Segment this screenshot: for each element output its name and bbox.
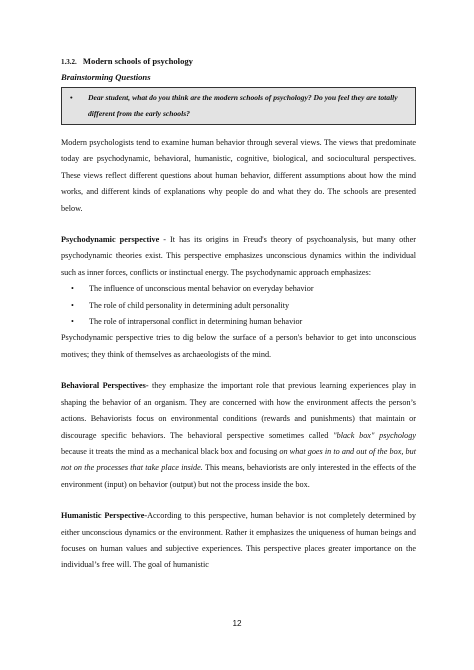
list-item: • The influence of unconscious mental behavior on everyday behavior bbox=[61, 281, 416, 297]
section-heading bbox=[61, 56, 416, 66]
behavioral-lead: Behavioral Perspectives- bbox=[61, 381, 149, 391]
behavioral-text-3: This means, behaviorists are only interested in the effects of the environment (input) on behavior (output) but not the process inside the box. bbox=[61, 463, 416, 489]
humanistic-paragraph bbox=[61, 508, 416, 574]
behavioral-italic-phrase: on what goes in to and out of the box, but not on the processes that take place inside. bbox=[61, 446, 416, 473]
psychodynamic-closing: Psychodynamic perspective tries to dig below the surface of a person's behavior to get into unconscious motives; they think of themselves as archaeologists of the mind. bbox=[61, 333, 416, 359]
behavioral-text-2: because it treats the mind as a mechanical black box and focusing bbox=[61, 446, 280, 456]
psychodynamic-lead: Psychodynamic perspective bbox=[61, 235, 160, 245]
black-box-term: "black box" psychology bbox=[333, 430, 417, 440]
psychodynamic-bullet-list bbox=[61, 281, 416, 330]
list-item: • The role of child personality in determining adult personality bbox=[61, 298, 416, 314]
humanistic-text: According to this perspective, human behavior is not completely determined by either unconscious dynamics or the environment. Rather it emphasizes the uniqueness of human beings and focuses on human values and subjective experiences. This perspective places greater importance on the individual’s free will. The goal of humanistic bbox=[61, 511, 416, 570]
page-number: 12 bbox=[232, 619, 242, 628]
bullet-icon: • bbox=[70, 93, 73, 102]
brainstorm-question: Dear student, what do you think are the modern schools of psychology? Do you feel they are totally different from the early schools? bbox=[88, 93, 398, 118]
psychodynamic-paragraph bbox=[61, 232, 416, 281]
section-title: Modern schools of psychology bbox=[82, 56, 193, 66]
page-content bbox=[61, 56, 416, 574]
behavioral-paragraph bbox=[61, 378, 416, 493]
section-number: 1.3.2. bbox=[61, 58, 77, 66]
intro-paragraph: Modern psychologists tend to examine human behavior through several views. The views that predominate today are psychodynamic, behavioral, humanistic, cognitive, biological, and sociocultural perspectives. These views reflect different questions about human behavior, different assumptions about how the mind works, and different kinds of explanations why people do and what they do. The schools are presented below. bbox=[61, 138, 416, 213]
list-item: • The role of intrapersonal conflict in determining human behavior bbox=[61, 314, 416, 330]
bullet-icon: • bbox=[71, 300, 74, 310]
psychodynamic-text: - It has its origins in Freud's theory of psychoanalysis, but many other psychodynamic theories exist. This perspective emphasizes unconscious dynamics within the individual such as inner forces, conflicts or instinctual energy. The psychodynamic approach emphasizes: bbox=[61, 235, 416, 277]
humanistic-lead: Humanistic Perspective- bbox=[61, 511, 148, 521]
bullet-icon: • bbox=[71, 317, 74, 327]
brainstorm-heading: Brainstorming Questions bbox=[61, 72, 151, 82]
bullet-icon: • bbox=[71, 284, 74, 294]
behavioral-text-1: they emphasize the important role that previous learning experiences play in shaping the behavior of an organism. They are concerned with how the environment affects the person’s actions. Behaviorists focus on environmental conditions (rewards and punishments) that maintain or discourage specific behaviors. The behavioral perspective sometimes called bbox=[61, 381, 416, 440]
brainstorm-question-box bbox=[61, 87, 416, 125]
